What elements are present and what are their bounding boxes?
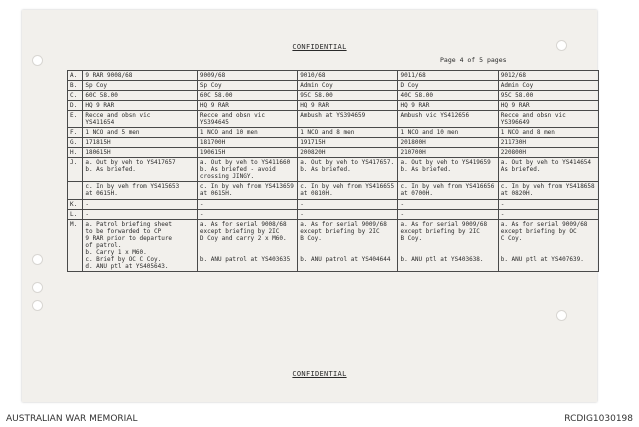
archive-reference: RCDIG1030198 (564, 414, 633, 424)
table-cell: HQ 9 RAR (197, 101, 297, 111)
table-cell: 60C 58.00 (83, 91, 198, 101)
table-cell: 220800H (498, 148, 598, 158)
table-cell: 40C 58.00 (398, 91, 498, 101)
table-cell: - (197, 210, 297, 220)
table-row (68, 182, 599, 200)
punch-hole (32, 282, 43, 293)
table-cell: - (197, 200, 297, 210)
table-cell: a. Out by veh to YS417657 b. As briefed. (83, 158, 198, 182)
table-cell: 1 NCO and 10 men (197, 128, 297, 138)
table-cell: c. In by veh from YS418658 at 0820H. (498, 182, 598, 200)
punch-hole (32, 55, 43, 66)
table-cell: 200820H (298, 148, 398, 158)
table-cell: 95C 58.00 (298, 91, 398, 101)
table-cell: a. Out by veh to YS414654 As briefed. (498, 158, 598, 182)
table-cell: c. In by veh from YS413659 at 0615H. (197, 182, 297, 200)
row-key: J. (68, 158, 83, 182)
table-cell: 9009/68 (197, 71, 297, 81)
table-row (68, 158, 599, 182)
row-key: L. (68, 210, 83, 220)
table-cell: Ambush at YS394659 (298, 111, 398, 128)
table-row (68, 111, 599, 128)
table-cell: HQ 9 RAR (498, 101, 598, 111)
table-cell: - (398, 200, 498, 210)
row-key: M. (68, 220, 83, 272)
table-cell: HQ 9 RAR (398, 101, 498, 111)
table-cell: 9010/68 (298, 71, 398, 81)
punch-hole (556, 310, 567, 321)
table-cell: 95C 58.00 (498, 91, 598, 101)
table-cell: Recce and obsn vic YS411654 (83, 111, 198, 128)
table-cell: HQ 9 RAR (83, 101, 198, 111)
table-cell: 211730H (498, 138, 598, 148)
table-cell: 1 NCO and 8 men (298, 128, 398, 138)
table-cell: 171815H (83, 138, 198, 148)
table-cell: 9012/68 (498, 71, 598, 81)
row-key: H. (68, 148, 83, 158)
table-cell: 9011/68 (398, 71, 498, 81)
patrol-serial-table (67, 70, 599, 272)
table-cell: Ambush vic YS412656 (398, 111, 498, 128)
table-cell: 1 NCO and 8 men (498, 128, 598, 138)
table-cell: HQ 9 RAR (298, 101, 398, 111)
row-key: K. (68, 200, 83, 210)
table-cell: a. Patrol briefing sheet to be forwarded to CP 9 RAR prior to departure of patrol. b. Carry 1 x M60. c. Brief by OC C Coy. d. ANU ptl at YS405643. (83, 220, 198, 272)
table-cell: c. In by veh from YS415653 at 0615H. (83, 182, 198, 200)
table-cell: - (498, 200, 598, 210)
table-cell: Admin Coy (298, 81, 398, 91)
table-row (68, 81, 599, 91)
table-cell: a. Out by veh to YS419659 b. As briefed. (398, 158, 498, 182)
table-cell: Sp Coy (197, 81, 297, 91)
archive-credit: AUSTRALIAN WAR MEMORIAL (6, 414, 138, 424)
punch-hole (32, 254, 43, 265)
table-cell: - (83, 210, 198, 220)
row-key: B. (68, 81, 83, 91)
table-cell: 1 NCO and 10 men (398, 128, 498, 138)
table-cell: Admin Coy (498, 81, 598, 91)
table-cell: 190615H (197, 148, 297, 158)
table-cell: 210700H (398, 148, 498, 158)
table-cell: Recce and obsn vic YS394645 (197, 111, 297, 128)
row-key: D. (68, 101, 83, 111)
table-row (68, 210, 599, 220)
row-key: C. (68, 91, 83, 101)
table-cell: D Coy (398, 81, 498, 91)
row-key: G. (68, 138, 83, 148)
table-cell: a. As for serial 9008/68 except briefing by 2IC D Coy and carry 2 x M60. b. ANU patrol at YS403635 (197, 220, 297, 272)
classification-footer: CONFIDENTIAL (292, 370, 347, 378)
table-cell: Recce and obsn vic YS396649 (498, 111, 598, 128)
table-cell: - (498, 210, 598, 220)
table-row (68, 91, 599, 101)
table-row (68, 101, 599, 111)
table-cell: - (83, 200, 198, 210)
row-key: A. (68, 71, 83, 81)
row-key: F. (68, 128, 83, 138)
classification-header: CONFIDENTIAL (292, 43, 347, 51)
table-cell: 201800H (398, 138, 498, 148)
table-cell: 181700H (197, 138, 297, 148)
punch-hole (32, 300, 43, 311)
table-cell: a. Out by veh to YS411660 b. As briefed - avoid crossing JINGY. (197, 158, 297, 182)
table-cell: 191715H (298, 138, 398, 148)
table-cell: - (298, 210, 398, 220)
row-key: E. (68, 111, 83, 128)
table-cell: c. In by veh from YS416656 at 0700H. (398, 182, 498, 200)
table-row (68, 220, 599, 272)
table-cell: a. As for serial 9009/68 except briefing by 2IC B Coy. b. ANU ptl at YS403638. (398, 220, 498, 272)
table-row (68, 71, 599, 81)
table-cell: 60C 58.00 (197, 91, 297, 101)
table-cell: Sp Coy (83, 81, 198, 91)
table-cell: a. As for serial 9009/68 except briefing by OC C Coy. b. ANU ptl at YS407639. (498, 220, 598, 272)
table-cell: a. Out by veh to YS417657. b. As briefed. (298, 158, 398, 182)
table-row (68, 148, 599, 158)
table-row (68, 128, 599, 138)
table-row (68, 200, 599, 210)
table-cell: 9 RAR 9008/68 (83, 71, 198, 81)
table-cell: c. In by veh from YS416655 at 0810H. (298, 182, 398, 200)
table-cell: - (398, 210, 498, 220)
table-cell: 1 NCO and 5 men (83, 128, 198, 138)
table-cell: - (298, 200, 398, 210)
table-cell: a. As for serial 9009/68 except briefing by 2IC B Coy. b. ANU patrol at YS404644 (298, 220, 398, 272)
row-key (68, 182, 83, 200)
page-number: Page 4 of 5 pages (440, 56, 507, 64)
table-cell: 180615H (83, 148, 198, 158)
table-row (68, 138, 599, 148)
